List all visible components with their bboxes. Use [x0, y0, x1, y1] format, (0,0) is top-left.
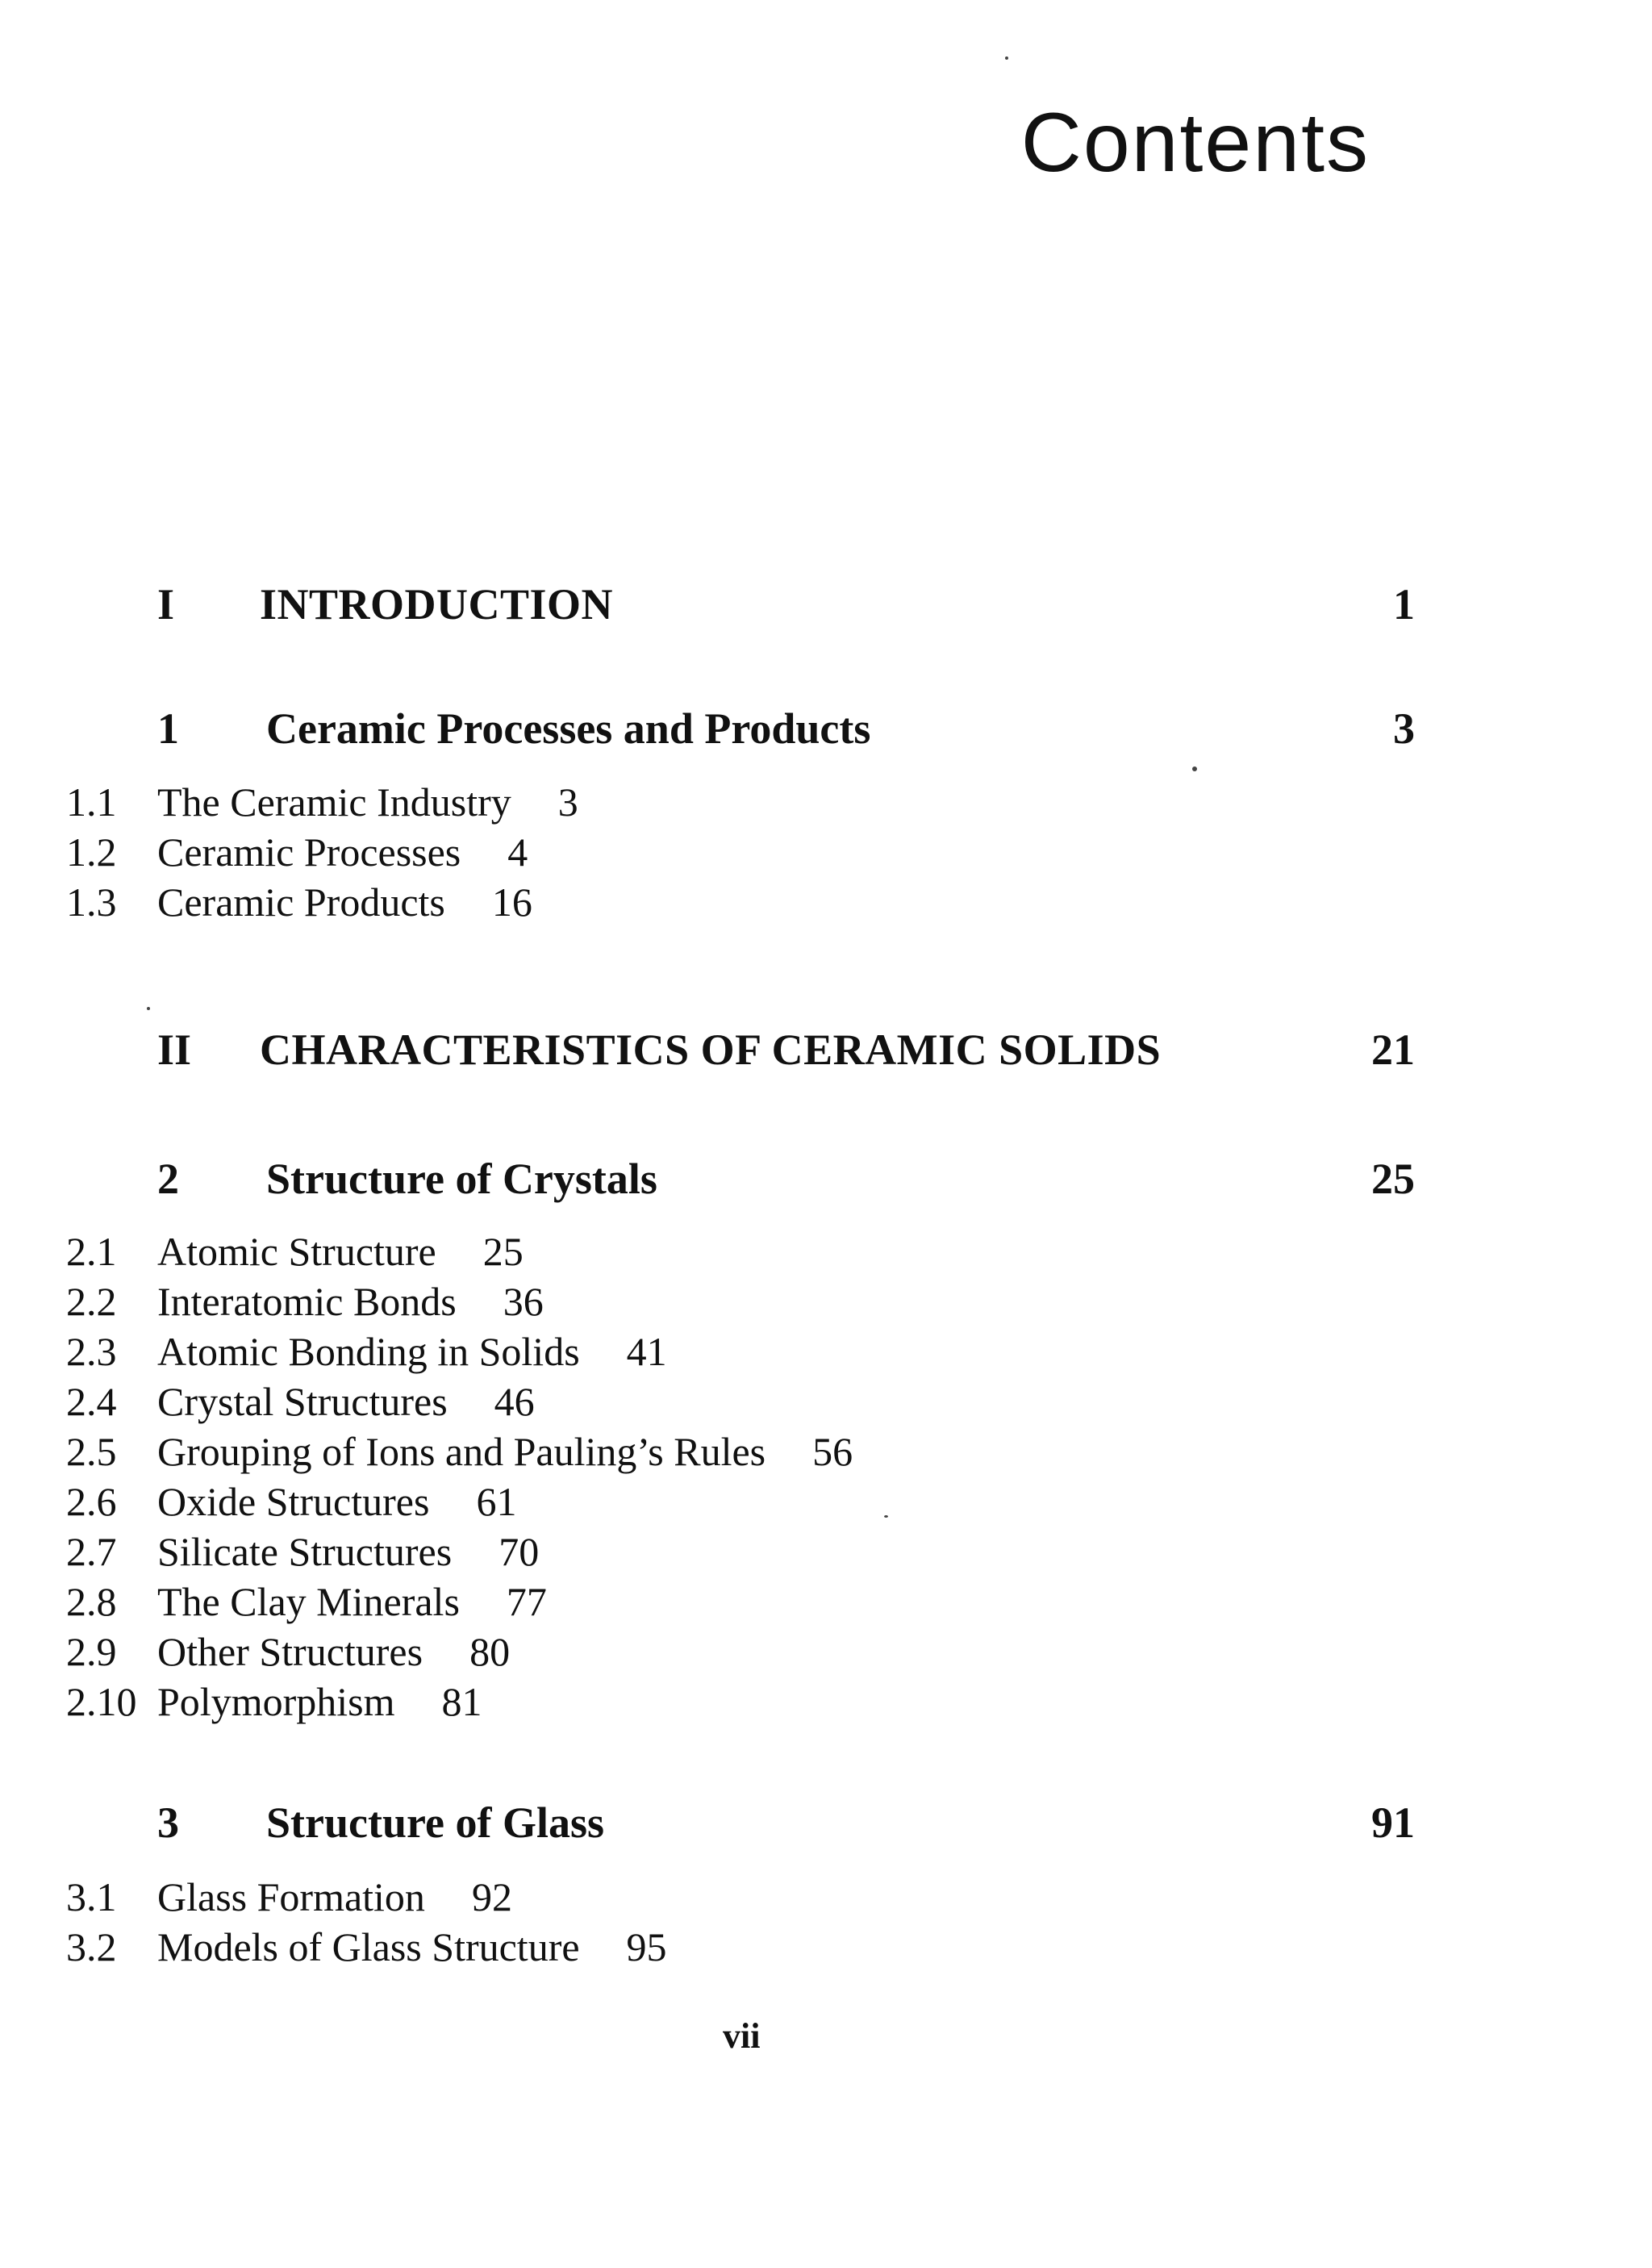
- section-entry: [0, 1378, 1652, 1435]
- section-page: 95: [626, 1924, 667, 1969]
- part-page: 1: [1393, 580, 1415, 629]
- section-page: 36: [503, 1279, 544, 1324]
- section-title: Crystal Structures: [157, 1379, 448, 1424]
- section-number: 2.7: [66, 1529, 117, 1574]
- section-page: 56: [812, 1429, 853, 1474]
- section-entry: [0, 1578, 1652, 1635]
- section-number: 2.9: [66, 1629, 117, 1674]
- section-title: Grouping of Ions and Pauling’s Rules: [157, 1429, 766, 1474]
- section-number: 2.4: [66, 1379, 117, 1424]
- chapter-number: 2: [157, 1155, 179, 1203]
- section-number: 3.1: [66, 1874, 117, 1919]
- page-title: Contents: [1020, 96, 1370, 190]
- section-entry: [0, 1873, 1652, 1930]
- chapter-title: Structure of Crystals: [266, 1155, 657, 1203]
- chapter-page: 3: [1393, 704, 1415, 753]
- section-entry: [0, 1228, 1652, 1284]
- chapter-heading: [0, 1154, 1652, 1218]
- section-number: 2.8: [66, 1579, 117, 1624]
- section-entry: [0, 1328, 1652, 1385]
- part-number: II: [157, 1025, 192, 1074]
- scan-speck: [147, 1007, 150, 1010]
- section-page: 77: [506, 1579, 547, 1624]
- part-heading: [0, 579, 1652, 644]
- section-entry: [0, 779, 1652, 835]
- section-title: Interatomic Bonds: [157, 1279, 457, 1324]
- section-entry: [0, 1278, 1652, 1334]
- section-number: 1.1: [66, 779, 117, 825]
- section-page: 3: [557, 779, 578, 825]
- chapter-title: Structure of Glass: [266, 1798, 604, 1847]
- section-title: The Clay Minerals: [157, 1579, 460, 1624]
- section-number: 2.6: [66, 1479, 117, 1524]
- section-number: 1.2: [66, 829, 117, 875]
- section-title: Silicate Structures: [157, 1529, 453, 1574]
- chapter-page: 25: [1371, 1155, 1415, 1203]
- section-page: 46: [494, 1379, 535, 1424]
- section-entry: [0, 1528, 1652, 1585]
- section-entry: [0, 1923, 1652, 1980]
- chapter-number: 3: [157, 1798, 179, 1847]
- section-number: 2.10: [66, 1679, 137, 1724]
- section-number: 1.3: [66, 879, 117, 925]
- chapter-page: 91: [1371, 1798, 1415, 1847]
- section-page: 92: [471, 1874, 512, 1919]
- part-title: INTRODUCTION: [260, 580, 614, 629]
- section-title: Atomic Bonding in Solids: [157, 1329, 580, 1374]
- section-number: 3.2: [66, 1924, 117, 1969]
- scan-speck: [884, 1515, 888, 1518]
- section-entry: [0, 829, 1652, 885]
- chapter-heading: [0, 704, 1652, 768]
- folio-number: vii: [723, 2016, 761, 2056]
- chapter-title: Ceramic Processes and Products: [266, 704, 871, 753]
- section-title: Polymorphism: [157, 1679, 395, 1724]
- section-title: Glass Formation: [157, 1874, 425, 1919]
- section-title: Other Structures: [157, 1629, 423, 1674]
- section-page: 25: [482, 1229, 524, 1274]
- section-title: The Ceramic Industry: [157, 779, 511, 825]
- section-page: 70: [499, 1529, 540, 1574]
- section-entry: [0, 1478, 1652, 1535]
- section-page: 81: [441, 1679, 482, 1724]
- section-page: 80: [469, 1629, 511, 1674]
- section-number: 2.2: [66, 1279, 117, 1324]
- part-number: I: [157, 580, 175, 629]
- section-number: 2.5: [66, 1429, 117, 1474]
- part-heading: [0, 1025, 1652, 1089]
- section-title: Ceramic Processes: [157, 829, 461, 875]
- scan-speck: [1192, 766, 1197, 771]
- section-number: 2.3: [66, 1329, 117, 1374]
- section-page: 16: [491, 879, 532, 925]
- section-page: 41: [626, 1329, 667, 1374]
- section-page: 4: [507, 829, 528, 875]
- chapter-heading: [0, 1798, 1652, 1862]
- section-title: Models of Glass Structure: [157, 1924, 580, 1969]
- section-title: Atomic Structure: [157, 1229, 436, 1274]
- scan-speck: [1005, 56, 1008, 60]
- part-title: CHARACTERISTICS OF CERAMIC SOLIDS: [260, 1025, 1162, 1074]
- chapter-number: 1: [157, 704, 179, 753]
- section-entry: [0, 1678, 1652, 1735]
- section-title: Ceramic Products: [157, 879, 445, 925]
- section-entry: [0, 1428, 1652, 1485]
- section-number: 2.1: [66, 1229, 117, 1274]
- section-entry: [0, 1628, 1652, 1685]
- section-title: Oxide Structures: [157, 1479, 430, 1524]
- part-page: 21: [1371, 1025, 1415, 1074]
- section-page: 61: [476, 1479, 517, 1524]
- section-entry: [0, 879, 1652, 935]
